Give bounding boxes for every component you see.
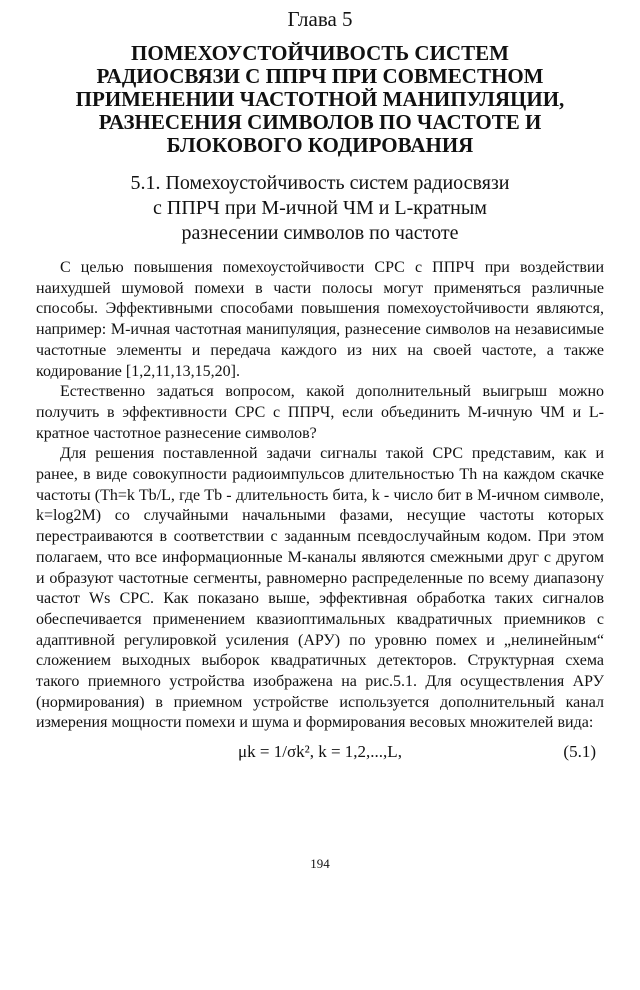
section-line: 5.1. Помехоустойчивость систем радиосвязи xyxy=(130,172,510,194)
chapter-title xyxy=(36,42,604,157)
section-line: разнесении символов по частоте xyxy=(181,222,459,244)
chapter-heading: Глава 5 xyxy=(287,7,353,31)
title-line: РАДИОСВЯЗИ С ППРЧ ПРИ СОВМЕСТНОМ xyxy=(96,64,544,88)
section-heading xyxy=(36,171,604,246)
paragraph: Для решения поставленной задачи сигналы такой СРС представим, как и ранее, в виде совокупности радиоимпульсов длительностью Th на каждом скачке частоты (Th=k Tb/L, где Tb - длительность бита, k - число бит в M-ичном символе, k=log2M) со случайными начальными фазами, несущие частоты которых перестраиваются в соответствии с заданным псевдослучайным кодом. При этом полагаем, что все информационные M-каналы являются смежными друг с другом и образуют частотные сегменты, равномерно распределенные по всему диапазону частот Ws СРС. Как показано выше, эффективная обработка таких сигналов обеспечивается применением квазиоптимальных квадратичных приемников с адаптивной регулировкой усиления (АРУ) по уровню помех и „нелинейным“ сложением выходных выборок квадратичных детекторов. Структурная схема такого приемного устройства изображена на рис.5.1. Для осуществления АРУ (нормирования) в приемном устройстве используется дополнительный канал измерения мощности помехи и шума и формирования весовых множителей вида: xyxy=(36,445,604,732)
equation-5-1 xyxy=(36,740,604,768)
page-number: 194 xyxy=(310,856,330,871)
body-text xyxy=(36,258,604,734)
title-line: РАЗНЕСЕНИЯ СИМВОЛОВ ПО ЧАСТОТЕ И xyxy=(98,110,542,134)
title-line: ПОМЕХОУСТОЙЧИВОСТЬ СИСТЕМ xyxy=(131,41,509,65)
equation-expression: μk = 1/σk², k = 1,2,...,L, xyxy=(238,742,402,762)
equation-number: (5.1) xyxy=(563,742,596,762)
title-line: БЛОКОВОГО КОДИРОВАНИЯ xyxy=(166,133,474,157)
title-line: ПРИМЕНЕНИИ ЧАСТОТНОЙ МАНИПУЛЯЦИИ, xyxy=(75,87,565,111)
section-line: с ППРЧ при M-ичной ЧМ и L-кратным xyxy=(153,197,487,219)
page xyxy=(36,6,604,871)
paragraph: С целью повышения помехоустойчивости СРС с ППРЧ при воздействии наихудшей шумовой помехи в части полосы могут применяться различные способы. Эффективными способами повышения помехоустойчивости являются, например: M-ичная частотная манипуляция, разнесение символов на независимые частотные элементы и передача каждого из них на своей частоте, а также кодирование [1,2,11,13,15,20]. xyxy=(36,259,604,380)
paragraph: Естественно задаться вопросом, какой дополнительный выигрыш можно получить в эффективности СРС с ППРЧ, если объединить M-ичную ЧМ и L-кратное частотное разнесение символов? xyxy=(36,383,604,442)
